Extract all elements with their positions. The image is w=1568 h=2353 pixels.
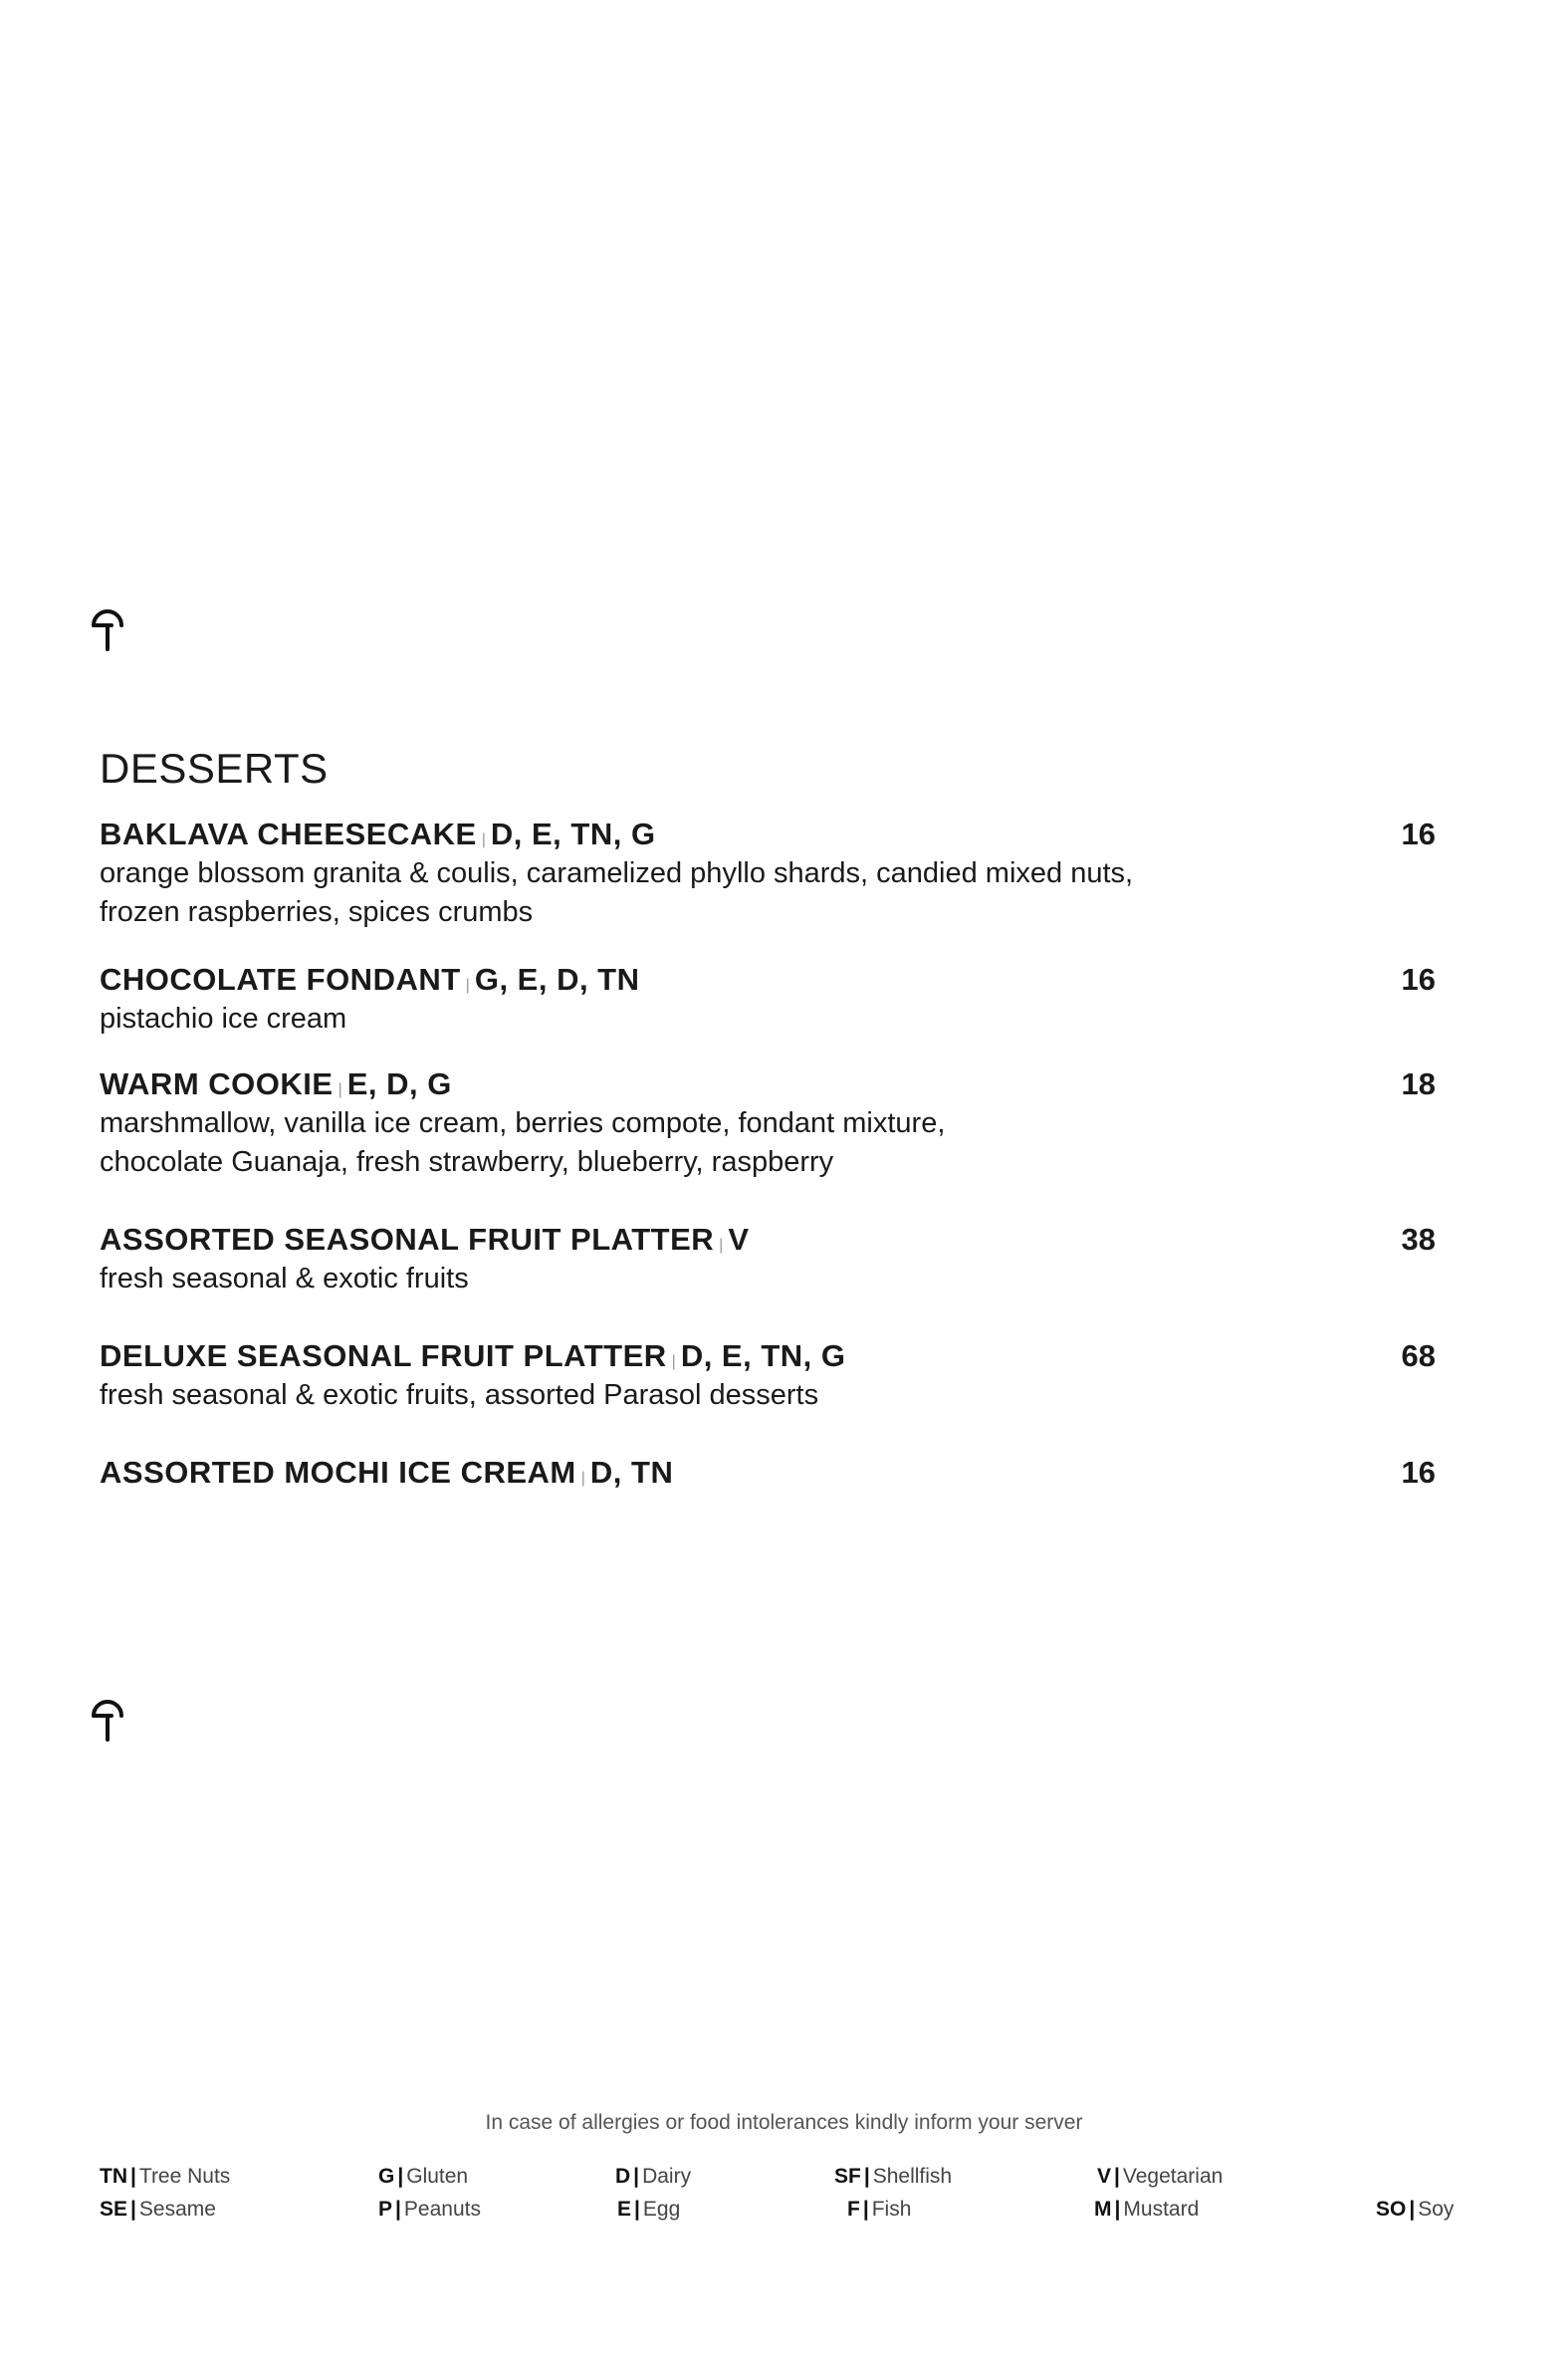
section-title: DESSERTS (100, 745, 329, 792)
menu-item (100, 960, 1436, 1039)
item-name: ASSORTED SEASONAL FRUIT PLATTER (100, 1222, 715, 1257)
parasol-logo-icon (90, 607, 125, 651)
item-allergens: G, E, D, TN (474, 962, 640, 997)
item-allergens: D, TN (589, 1455, 674, 1490)
item-name: ASSORTED MOCHI ICE CREAM (100, 1455, 576, 1490)
item-allergens: V (728, 1222, 750, 1257)
allergen-separator: | (481, 831, 486, 848)
item-price: 68 (1401, 1338, 1436, 1373)
legend-item: V | Vegetarian (1097, 2165, 1224, 2188)
parasol-logo-icon (90, 1698, 125, 1742)
menu-item (100, 1453, 1436, 1493)
item-price: 18 (1401, 1066, 1436, 1101)
legend-item: M | Mustard (1094, 2198, 1200, 2221)
item-price: 16 (1401, 1455, 1436, 1490)
legend-item: G | Gluten (378, 2165, 469, 2188)
item-name: DELUXE SEASONAL FRUIT PLATTER (100, 1338, 667, 1373)
item-description: chocolate Guanaja, fresh strawberry, blueberry, raspberry (100, 1146, 834, 1178)
allergen-separator: | (337, 1081, 342, 1098)
item-description: fresh seasonal & exotic fruits (100, 1263, 469, 1294)
allergen-separator: | (719, 1237, 724, 1254)
legend-item: SE | Sesame (100, 2198, 216, 2221)
legend-item: F | Fish (847, 2198, 912, 2221)
item-name: BAKLAVA CHEESECAKE (100, 817, 477, 851)
legend-item: P | Peanuts (378, 2198, 481, 2221)
item-description: fresh seasonal & exotic fruits, assorted Parasol desserts (100, 1379, 819, 1411)
legend-item: SF | Shellfish (834, 2165, 953, 2188)
item-allergens: D, E, TN, G (490, 817, 656, 851)
legend-item: TN | Tree Nuts (100, 2165, 231, 2188)
allergy-notice: In case of allergies or food intolerances kindly inform your server (485, 2111, 1083, 2134)
menu-item (100, 1064, 1436, 1182)
item-price: 38 (1401, 1222, 1436, 1257)
item-allergens: D, E, TN, G (680, 1338, 846, 1373)
item-description: marshmallow, vanilla ice cream, berries compote, fondant mixture, (100, 1107, 946, 1139)
item-price: 16 (1401, 817, 1436, 851)
item-name: CHOCOLATE FONDANT (100, 962, 461, 997)
allergen-separator: | (465, 977, 470, 994)
legend-item: E | Egg (617, 2198, 681, 2221)
menu-item (100, 815, 1436, 932)
item-description: pistachio ice cream (100, 1003, 347, 1035)
menu-item (100, 1220, 1436, 1298)
item-allergens: E, D, G (346, 1066, 452, 1101)
allergen-separator: | (671, 1353, 676, 1370)
menu-item (100, 1336, 1436, 1415)
item-description: frozen raspberries, spices crumbs (100, 896, 534, 928)
item-name: WARM COOKIE (100, 1066, 334, 1101)
legend-item: D | Dairy (615, 2165, 692, 2188)
legend-item: SO | Soy (1376, 2198, 1455, 2221)
item-price: 16 (1401, 962, 1436, 997)
allergen-separator: | (580, 1470, 585, 1487)
item-description: orange blossom granita & coulis, caramelized phyllo shards, candied mixed nuts, (100, 857, 1134, 889)
